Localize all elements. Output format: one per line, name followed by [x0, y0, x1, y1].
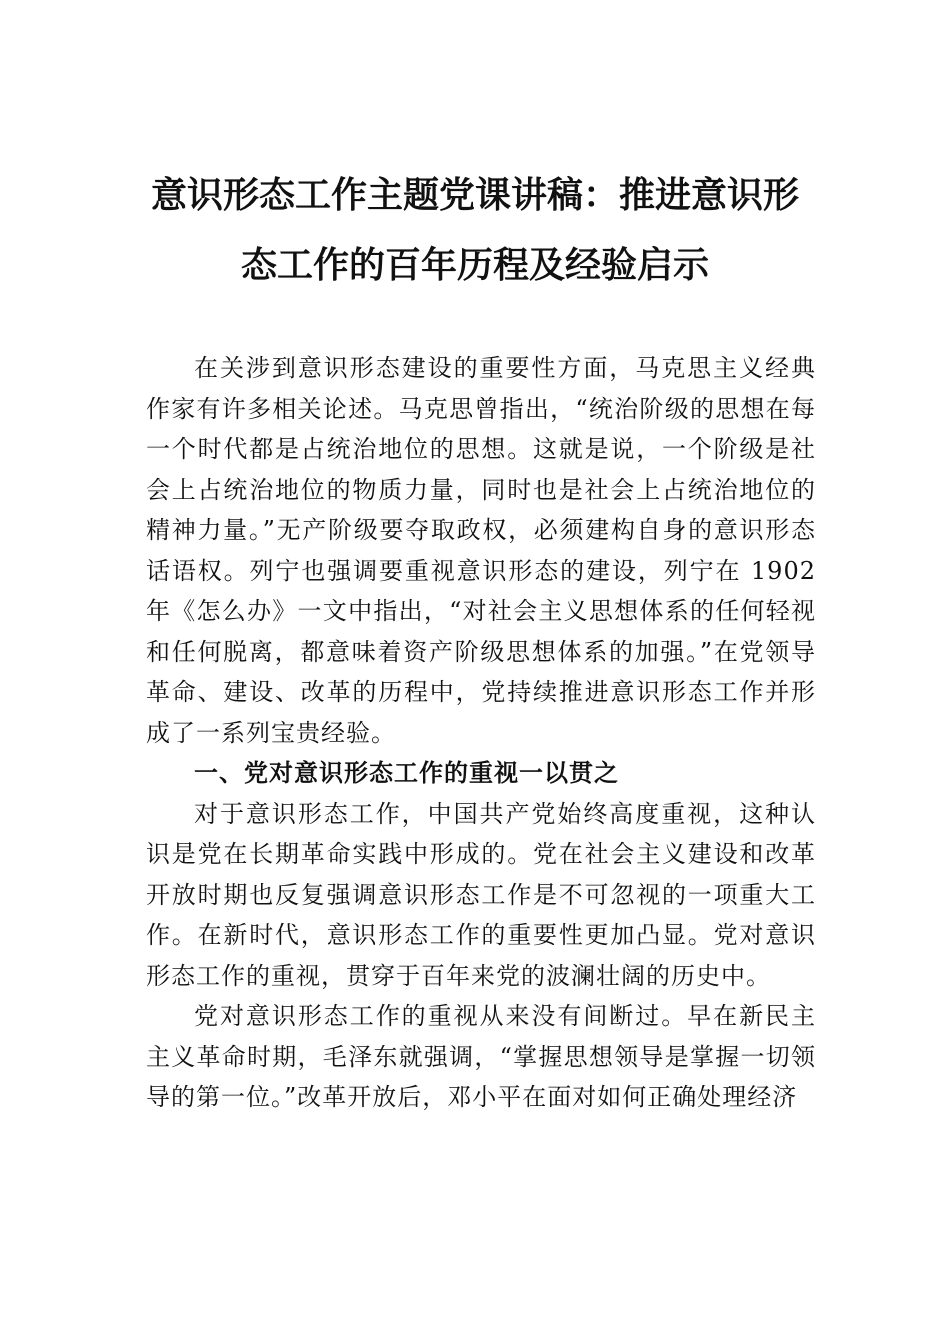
title-line-1: 意识形态工作主题党课讲稿：推进意识形	[150, 174, 799, 216]
paragraph-section-1: 对于意识形态工作，中国共产党始终高度重视，这种认识是党在长期革命实践中形成的。党在社会主义建设和改革开放时期也反复强调意识形态工作是不可忽视的一项重大工作。在新时代，意识形态工作的重要性更加凸显。党对意识形态工作的重视，贯穿于百年来党的波澜壮阔的历史中。	[146, 799, 816, 990]
document-body	[146, 348, 816, 1118]
title-line-2: 态工作的百年历程及经验启示	[240, 244, 709, 286]
paragraph-section-2: 党对意识形态工作的重视从来没有间断过。早在新民主主义革命时期，毛泽东就强调，“掌握思想领导是掌握一切领导的第一位。”改革开放后，邓小平在面对如何正确处理经济	[146, 1002, 816, 1111]
paragraph-intro: 在关涉到意识形态建设的重要性方面，马克思主义经典作家有许多相关论述。马克思曾指出，“统治阶级的思想在每一个时代都是占统治地位的思想。这就是说，一个阶级是社会上占统治地位的物质力量，同时也是社会上占统治地位的精神力量。”无产阶级要夺取政权，必须建构自身的意识形态话语权。列宁也强调要重视意识形态的建设，列宁在 1902 年《怎么办》一文中指出，“对社会主义思想体系的任何轻视和任何脱离，都意味着资产阶级思想体系的加强。”在党领导革命、建设、改革的历程中，党持续推进意识形态工作并形成了一系列宝贵经验。	[146, 354, 816, 747]
document-title	[140, 160, 810, 300]
section-heading: 一、党对意识形态工作的重视一以贯之	[194, 759, 619, 787]
